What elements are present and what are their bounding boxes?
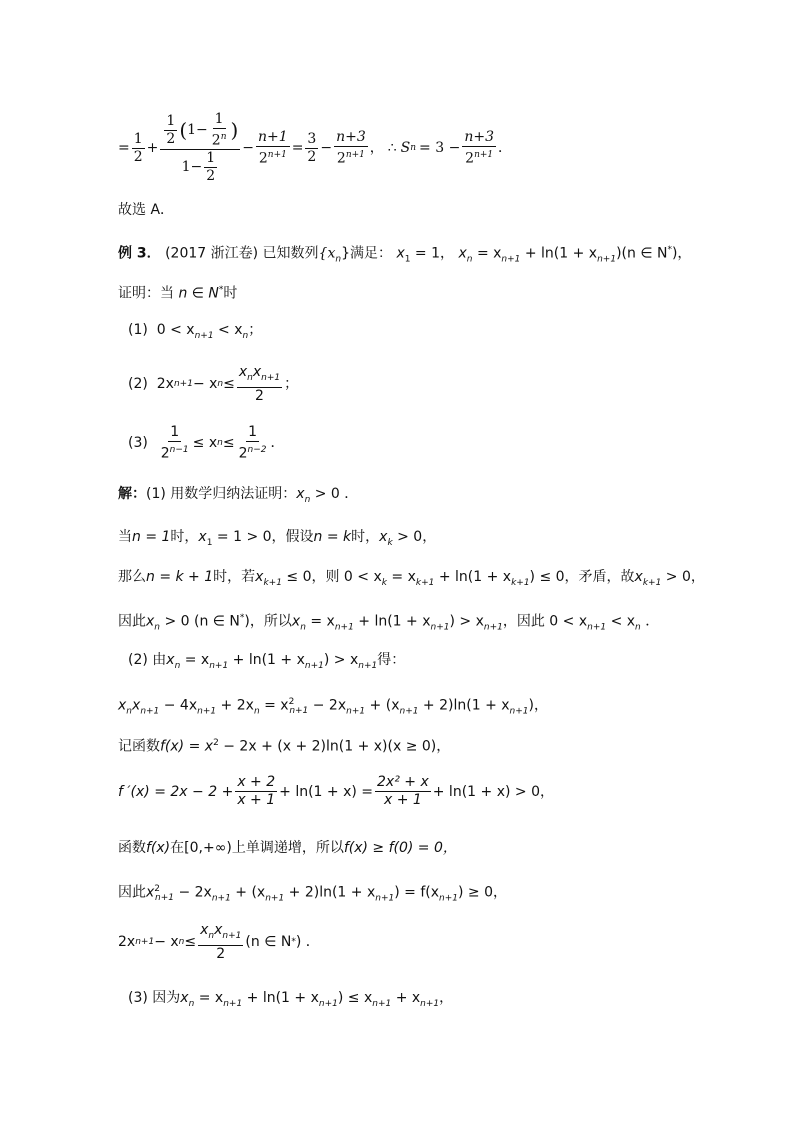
question-2: (2) 2x n+1 − x n ≤ $\frac{x_nx_{n+1}}{2}$ ； [128, 364, 299, 404]
question-3: (3) $\frac{1}{2^{n-1}}$ ≤ x n ≤ $\frac{1}{2^{n-2}}$ ． [128, 424, 285, 462]
example-3-header: 例 3． (2017 浙江卷) 已知数列$\{x_n\}$满足： $x_1 = 1$， $x_n = x_{n+1} + \ln(1 + x_{n+1})(n$ ∈ N*)， [118, 245, 692, 265]
solution-line-11: 2x n+1 − x n ≤ $\frac{x_nx_{n+1}}{2}$ (n ∈ N * ) ． [118, 922, 320, 962]
solution-line-12: (3) 因为$x_n = x_{n+1} + \ln(1 + x_{n+1}) \le x_{n+1} + x_{n+1}$， [128, 990, 454, 1009]
solution-header: 解：(1) 用数学归纳法证明：$x_n > 0$ ． [118, 486, 359, 505]
prove-line: 证明：当 n ∈ N*时 [118, 285, 238, 302]
solution-line-9: 函数f(x)在[0,+∞)上单调递增，所以f(x) ≥ f(0) = 0， [118, 840, 457, 856]
fraction-4: $\frac{3}{2}$ [307, 130, 317, 165]
solution-line-4: 因此$x_n > 0$ (n ∈ N*)，所以$x_n = x_{n+1} + \ln(1 + x_{n+1}) > x_{n+1}$，因此 $0 < x_{n+1} < x_n$ ． [118, 613, 660, 633]
solution-line-7: 记函数$f(x) = x^2 - 2x + (x + 2)\ln(1 + x)(x \ge 0)$， [118, 738, 451, 755]
solution-line-6: $x_nx_{n+1} - 4x_{n+1} + 2x_n = x^2_{n+1} - 2x_{n+1} + (x_{n+1} + 2)\ln(1 + x_{n+1})$， [118, 697, 548, 717]
solution-line-2: 当n = 1时，$x_1 = 1 > 0$，假设n = k时，$x_k > 0$， [118, 529, 437, 548]
solution-line-10: 因此$x^2_{n+1} - 2x_{n+1} + (x_{n+1} + 2)\ln(1 + x_{n+1}) = f(x_{n+1}) \ge 0$， [118, 884, 508, 904]
solution-line-3: 那么n = k + 1时，若$x_{k+1} \le 0$，则 $0 < x_k = x_{k+1} + \ln(1 + x_{k+1}) \le 0$，矛盾，故$x_{k+1} > 0$， [118, 569, 705, 588]
answer-line: 故选 A． [118, 202, 175, 218]
fraction-3: $\frac{n+1}{2^{n+1}}$ [258, 128, 288, 167]
compound-fraction: $\frac{1}{2}$ ( 1− $\frac{1}{2^n}$ ) 1− $\frac{1}{2}$ [160, 111, 240, 186]
fraction-6: $\frac{n+3}{2^{n+1}}$ [464, 128, 494, 167]
eq-sign: = [118, 140, 130, 156]
formula-line-1: = $\frac{1}{2}$ + $\frac{1}{2}$ ( 1− $\frac{1}{2^n}$ ) 1− $\frac{1}{2}$ − $\frac{n+1}{2^{n+1}}$ = $\frac{3}{2}$ − $\frac{n+3}{2^{n+1}}$ ， ∴ S n = 3 − $\frac{n+3}{2^{n+1}}$ ． [118, 110, 512, 185]
fraction-5: $\frac{n+3}{2^{n+1}}$ [336, 128, 366, 167]
fraction-half: $\frac{1}{2}$ [133, 130, 143, 165]
question-1: (1) $0 < x_{n+1} < x_n$； [128, 322, 263, 341]
solution-line-8: f ′(x) = 2x − 2 + $\frac{x + 2}{x + 1}$ + ln(1 + x) = $\frac{\text{2x² + x}}{x + 1}$ + ln(1 + x) > 0， [118, 774, 554, 808]
solution-line-5: (2) 由$x_n = x_{n+1} + \ln(1 + x_{n+1}) > x_{n+1}$得： [128, 652, 406, 671]
example-label: 例 3． [118, 245, 161, 262]
